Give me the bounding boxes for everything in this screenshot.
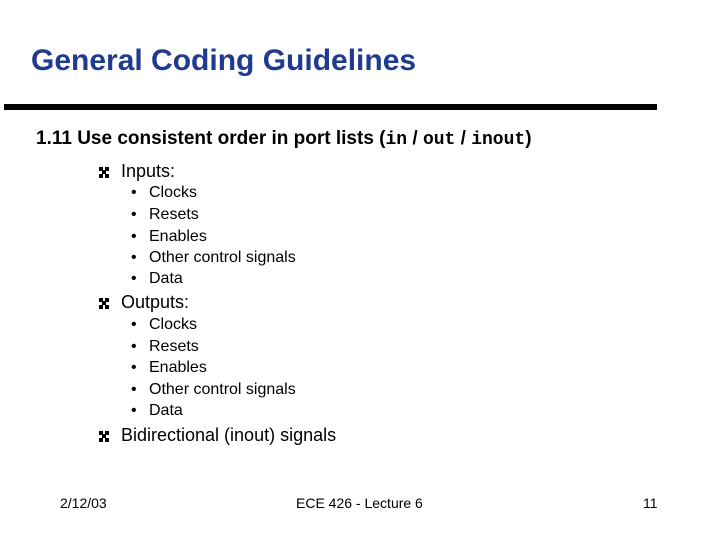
title-divider [4, 104, 657, 110]
ornamental-bullet-icon [99, 298, 109, 309]
footer-course: ECE 426 - Lecture 6 [296, 495, 423, 511]
dot-bullet: • [131, 270, 137, 287]
heading-separator: / [455, 128, 472, 149]
heading-prefix: 1.11 Use consistent order in port lists ( [36, 128, 386, 149]
list-item [131, 381, 296, 399]
list-item-text: Resets [149, 206, 199, 223]
dot-bullet: • [131, 316, 137, 333]
bullet-label: Outputs: [121, 292, 190, 312]
list-item [131, 228, 207, 246]
dot-bullet: • [131, 402, 137, 419]
list-item [131, 316, 197, 334]
heading-suffix: ) [525, 128, 532, 149]
bullet-bidirectional [99, 425, 336, 446]
list-item [131, 359, 207, 377]
list-item-text: Other control signals [149, 381, 296, 398]
heading-code-inout: inout [471, 130, 526, 150]
footer-page-number: 11 [643, 495, 658, 511]
list-item-text: Data [149, 270, 183, 287]
list-item [131, 402, 183, 420]
heading-code-in: in [385, 130, 408, 150]
list-item-text: Enables [149, 228, 207, 245]
dot-bullet: • [131, 206, 137, 223]
heading-code-out: out [422, 130, 456, 150]
bullet-label: Bidirectional (inout) signals [121, 425, 337, 445]
dot-bullet: • [131, 359, 137, 376]
list-item [131, 206, 199, 224]
list-item-text: Clocks [149, 316, 198, 333]
list-item-text: Clocks [149, 184, 198, 201]
ornamental-bullet-icon [99, 431, 109, 442]
dot-bullet: • [131, 184, 137, 201]
list-item-text: Other control signals [149, 249, 296, 266]
slide-title: General Coding Guidelines [31, 44, 417, 77]
footer-date: 2/12/03 [60, 495, 107, 511]
list-item [131, 338, 199, 356]
list-item-text: Enables [149, 359, 207, 376]
bullet-outputs [99, 292, 189, 313]
dot-bullet: • [131, 338, 137, 355]
slide-heading [36, 128, 532, 150]
dot-bullet: • [131, 381, 137, 398]
list-item [131, 184, 197, 202]
heading-separator: / [407, 128, 423, 149]
list-item [131, 249, 296, 267]
dot-bullet: • [131, 228, 137, 245]
list-item-text: Resets [149, 338, 199, 355]
list-item-text: Data [149, 402, 183, 419]
bullet-inputs [99, 161, 175, 182]
bullet-label: Inputs: [121, 161, 176, 181]
list-item [131, 270, 183, 288]
dot-bullet: • [131, 249, 137, 266]
ornamental-bullet-icon [99, 167, 109, 178]
